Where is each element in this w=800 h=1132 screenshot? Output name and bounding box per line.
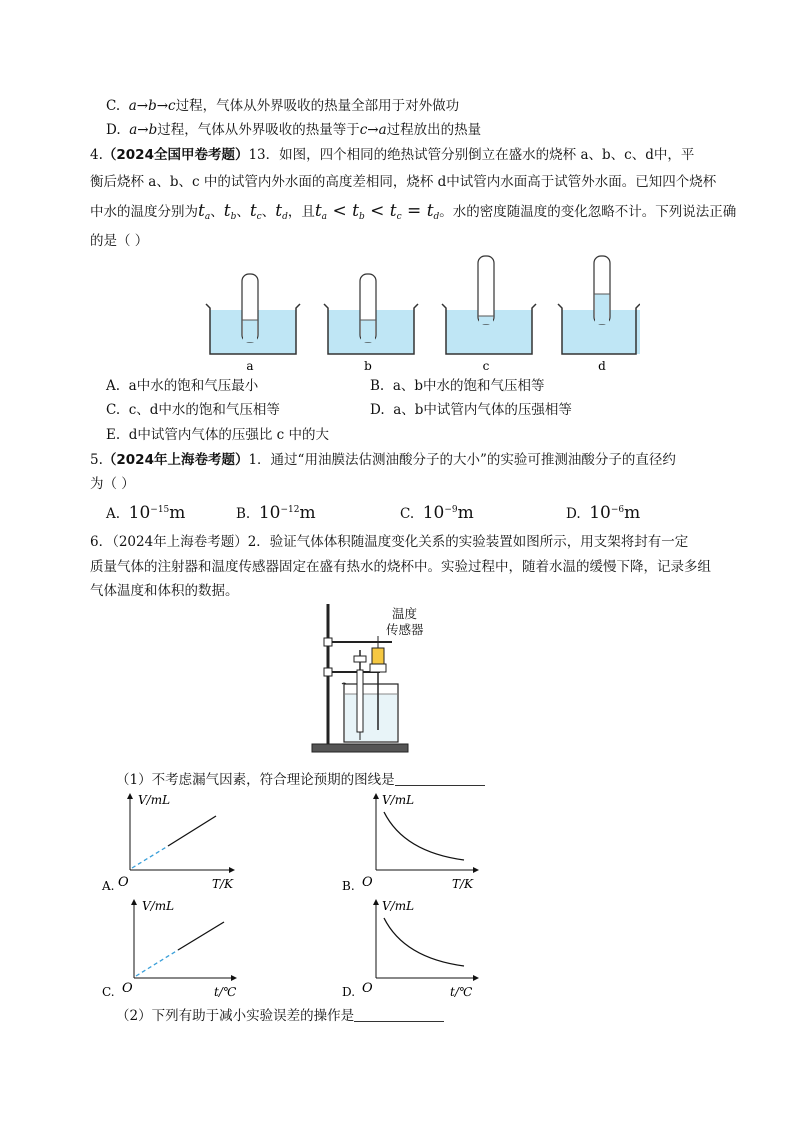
- beaker-label-a: a: [246, 359, 254, 373]
- graph-b-origin: O: [362, 875, 373, 890]
- q4-line-1: 4.（2024全国甲卷考题）13．如图，四个相同的绝热试管分别倒立在盛水的烧杯 a、b、c、d中，平: [90, 147, 695, 163]
- beakers-figure: [200, 252, 640, 376]
- q6-line-2: 质量气体的注射器和温度传感器固定在盛有热水的烧杯中。实验过程中，随着水温的缓慢下降，记录多组: [90, 559, 711, 575]
- graph-c-origin: O: [122, 981, 133, 996]
- beaker-label-d: d: [598, 359, 606, 373]
- sensor-label-line-1: 温度: [392, 606, 418, 621]
- beaker-c: [442, 256, 536, 354]
- q5-line-1: 5.（2024年上海卷考题）1．通过“用油膜法估测油酸分子的大小”的实验可推测油酸分子的直径约: [90, 452, 676, 468]
- graph-d-letter: D.: [342, 985, 356, 999]
- q4-option-e: E. d中试管内气体的压强比 c 中的大: [106, 427, 330, 443]
- graph-b-xlabel: T/K: [452, 877, 474, 891]
- q5-option-a: A. $10^{-15}m$: [106, 503, 186, 523]
- q3-option-d: D. a→b过程，气体从外界吸收的热量等于c→a过程放出的热量: [106, 122, 482, 138]
- q4-line-3: 中水的温度分别为$t_a$、$t_b$、$t_c$、$t_d$，且$t_a < t_b < t_c = t_d$。水的密度随温度的变化忽略不计。下列说法正确: [90, 201, 737, 222]
- q3-option-c: C. a→b→c过程，气体从外界吸收的热量全部用于对外做功: [106, 98, 460, 114]
- q4-line-4: 的是（ ）: [90, 233, 149, 249]
- q5-option-b: B. $10^{-12}m$: [236, 503, 316, 523]
- graph-b-letter: B.: [342, 879, 355, 893]
- graph-a-letter: A.: [102, 879, 115, 893]
- answer-blank-2[interactable]: [354, 1007, 444, 1022]
- graph-c: [100, 896, 240, 1001]
- beaker-b: [324, 274, 418, 354]
- q6-sub1: （1）不考虑漏气因素，符合理论预期的图线是: [116, 770, 485, 790]
- graph-a-origin: O: [118, 875, 129, 890]
- q5-line-2: 为（ ）: [90, 476, 135, 492]
- q5-option-d: D. $10^{-6}m$: [566, 503, 641, 523]
- q4-option-a: A. a中水的饱和气压最小: [106, 378, 259, 394]
- graph-a: [100, 790, 240, 895]
- graph-b-ylabel: V/mL: [382, 793, 415, 807]
- graph-c-letter: C.: [102, 985, 115, 999]
- graph-d-ylabel: V/mL: [382, 899, 415, 913]
- graph-d: [340, 896, 480, 1001]
- graph-a-xlabel: T/K: [212, 877, 234, 891]
- graph-d-origin: O: [362, 981, 373, 996]
- graph-b: [340, 790, 480, 895]
- q4-option-c: C. c、d中水的饱和气压相等: [106, 402, 280, 418]
- graph-a-ylabel: V/mL: [138, 793, 171, 807]
- q6-line-1: 6．（2024年上海卷考题）2．验证气体体积随温度变化关系的实验装置如图所示，用支架将封有一定: [90, 534, 689, 550]
- graph-c-ylabel: V/mL: [142, 899, 175, 913]
- q4-line-2: 衡后烧杯 a、b、c 中的试管内外水面的高度差相同，烧杯 d中试管内水面高于试管外水面。已知四个烧杯: [90, 174, 717, 190]
- q6-sub2: （2）下列有助于减小实验误差的操作是: [116, 1006, 444, 1026]
- beaker-a: [206, 274, 300, 354]
- answer-blank-1[interactable]: [395, 771, 485, 786]
- beaker-label-b: b: [364, 359, 372, 373]
- sensor-label: [386, 606, 424, 638]
- sensor-label-line-2: 传感器: [386, 622, 424, 637]
- beaker-label-c: c: [482, 359, 490, 373]
- graph-d-xlabel: t/℃: [450, 985, 473, 999]
- q5-option-c: C. $10^{-9}m$: [400, 503, 474, 523]
- q4-option-b: B. a、b中水的饱和气压相等: [370, 378, 545, 394]
- q6-line-3: 气体温度和体积的数据。: [90, 583, 239, 599]
- graph-c-xlabel: t/℃: [214, 985, 237, 999]
- beaker-d: [558, 256, 640, 354]
- q4-option-d: D. a、b中试管内气体的压强相等: [370, 402, 572, 418]
